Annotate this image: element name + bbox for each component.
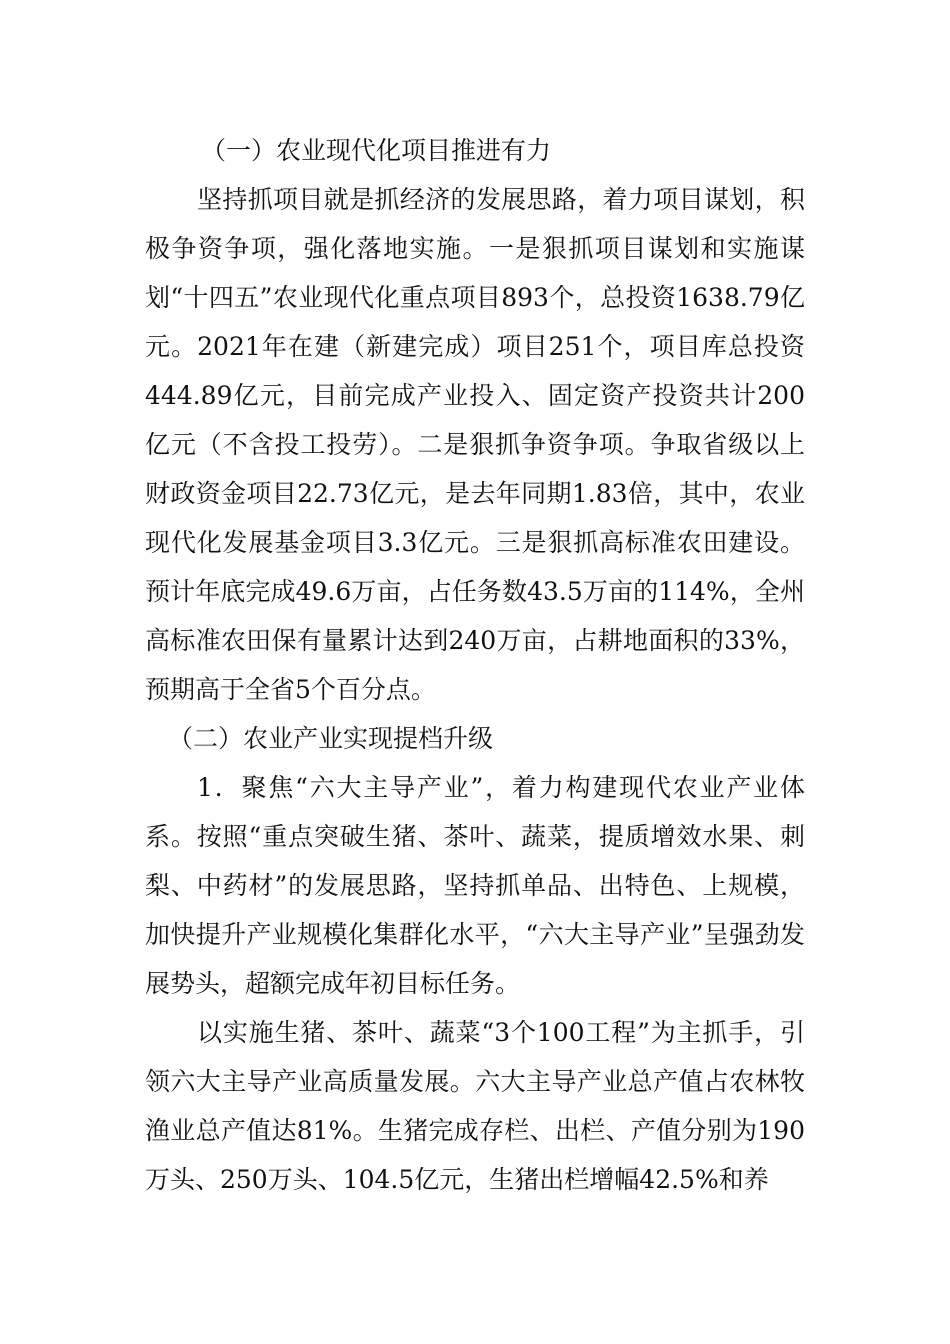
paragraph-three-100-project: 以实施生猪、茶叶、蔬菜“3个100工程”为主抓手，引领六大主导产业高质量发展。六大主导产业总产值占农林牧渔业总产值达81%。生猪完成存栏、出栏、产值分别为190万头、250万头、104.5亿元，生猪出栏增幅42.5%和养 — [145, 1018, 805, 1194]
section-heading-1: （一）农业现代化项目推进有力 — [201, 136, 552, 165]
paragraph-six-industries: 1．聚焦“六大主导产业”，着力构建现代农业产业体系。按照“重点突破生猪、茶叶、蔬菜，提质增效水果、刺梨、中药材”的发展思路，坚持抓单品、出特色、上规模，加快提升产业规模化集群化水平，“六大主导产业”呈强劲发展势头，超额完成年初目标任务。 — [145, 773, 805, 998]
paragraph-project-progress: 坚持抓项目就是抓经济的发展思路，着力项目谋划，积极争资争项，强化落地实施。一是狠抓项目谋划和实施谋划“十四五”农业现代化重点项目893个，总投资1638.79亿元。2021年在建（新建完成）项目251个，项目库总投资444.89亿元，目前完成产业投入、固定资产投资共计200亿元（不含投工投劳）。二是狠抓争资争项。争取省级以上财政资金项目22.73亿元，是去年同期1.83倍，其中，农业现代化发展基金项目3.3亿元。三是狠抓高标准农田建设。预计年底完成49.6万亩，占任务数43.5万亩的114%，全州高标准农田保有量累计达到240万亩，占耕地面积的33%，预期高于全省5个百分点。 — [145, 185, 805, 704]
section-heading-2: （二）农业产业实现提档升级 — [168, 724, 494, 753]
document-body — [145, 126, 805, 1204]
